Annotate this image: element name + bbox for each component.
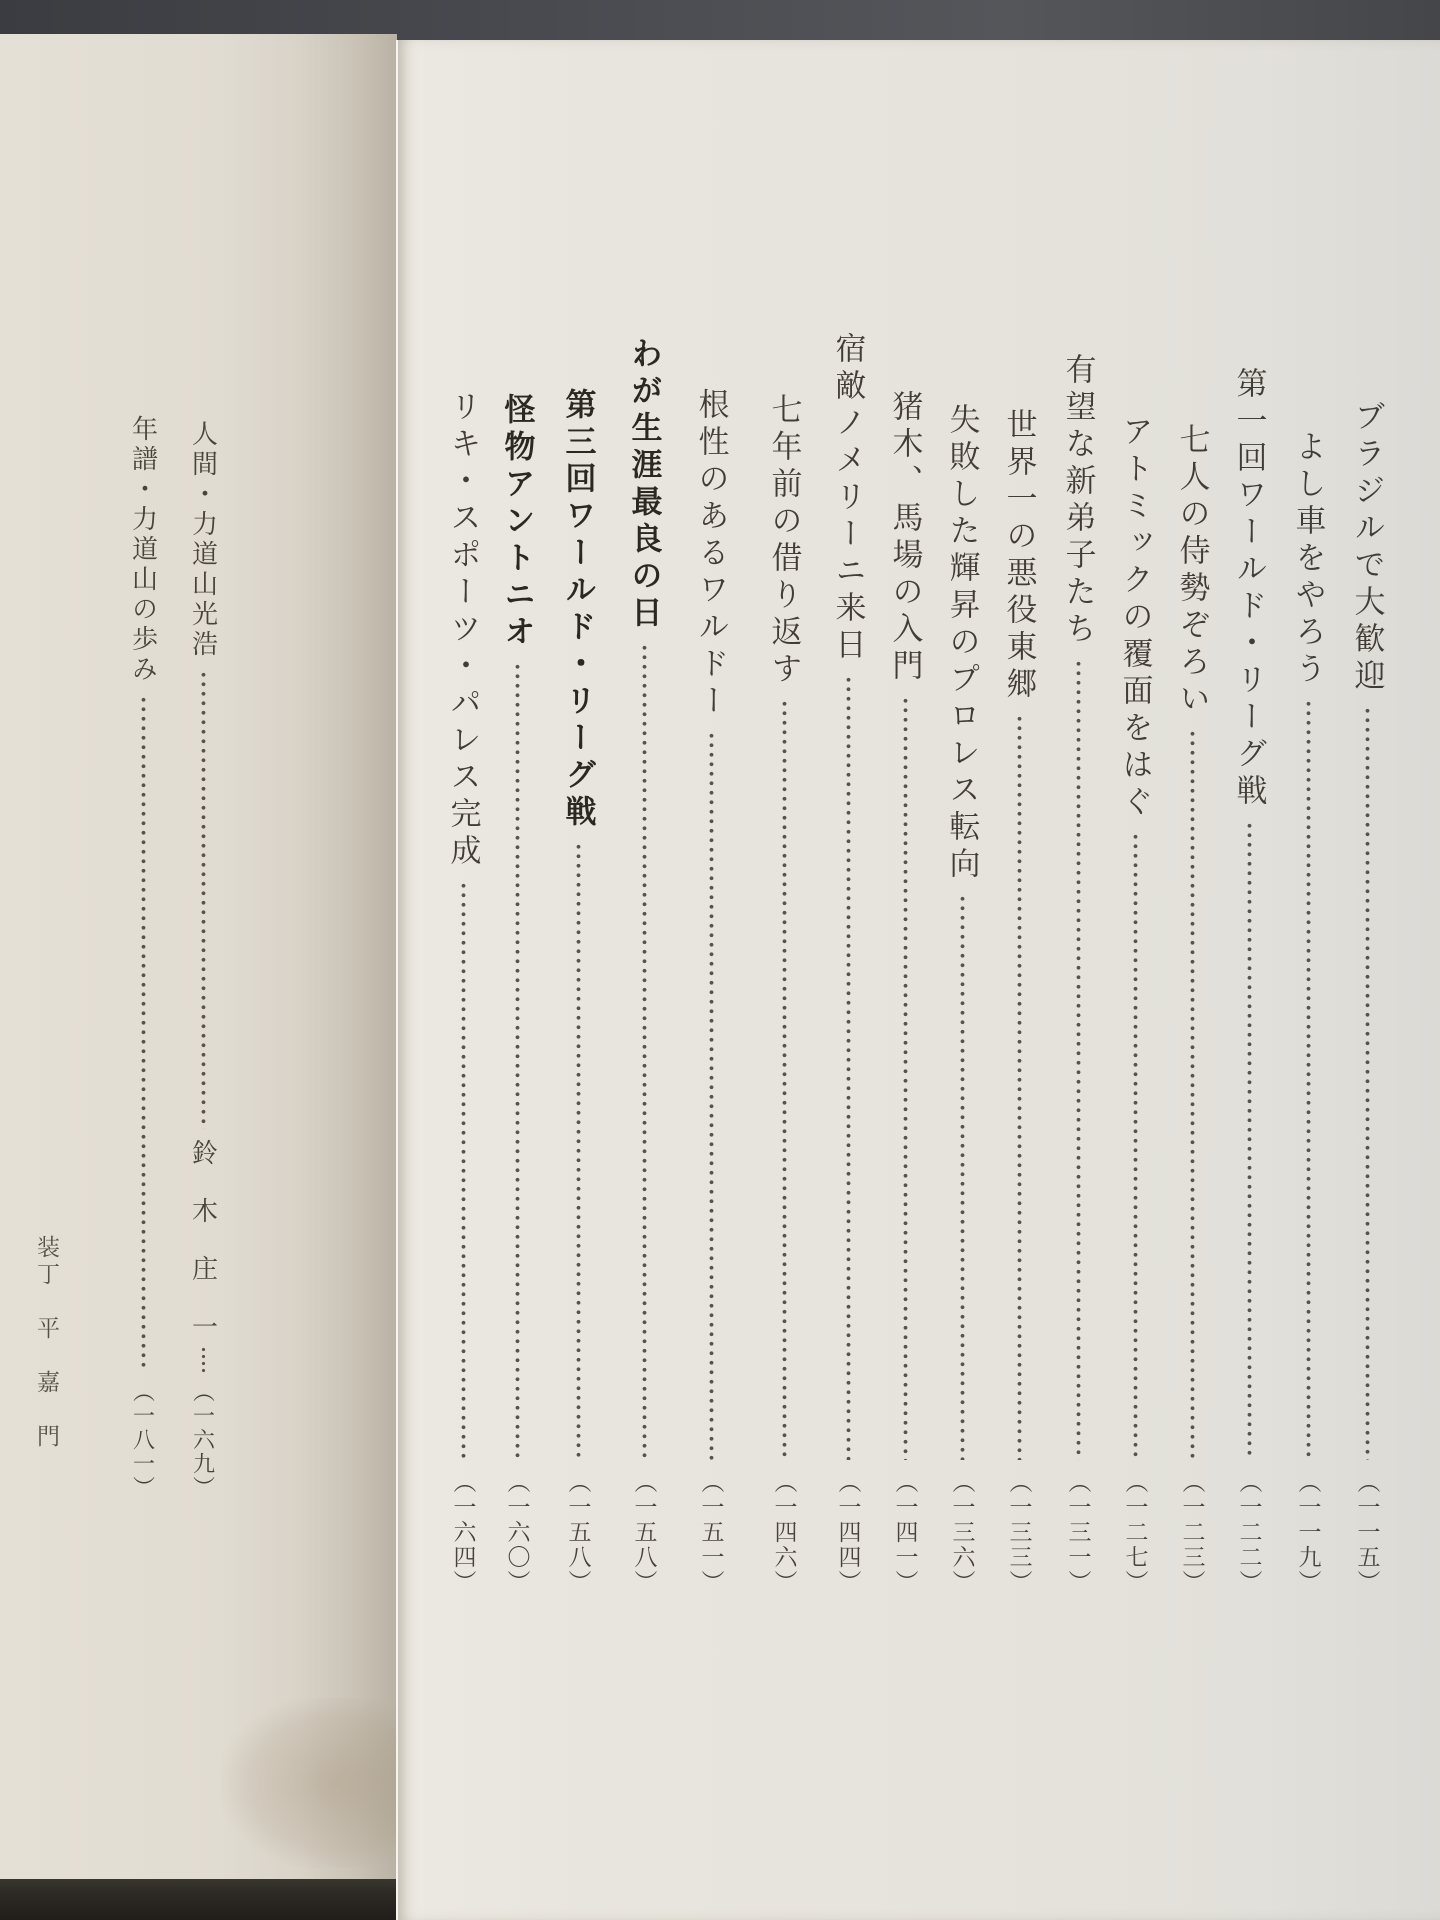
toc-entry [554, 388, 602, 1595]
dotted-leader [995, 714, 1043, 1460]
toc-entry-title: 人間・力道山光浩 [188, 420, 218, 660]
toc-entry-title: わが生涯最良の日 [626, 337, 662, 633]
page-number: （一四四） [835, 1470, 861, 1595]
toc-entry-title: 第三回ワールド・リーグ戦 [560, 388, 596, 832]
toc-entry [760, 393, 808, 1595]
toc-entry [493, 393, 541, 1595]
page-number: （一八一） [130, 1380, 156, 1500]
page-number: （一三一） [1065, 1470, 1091, 1595]
toc-entry-title: よし車をやろう [1290, 430, 1326, 689]
toc-entry [687, 388, 735, 1595]
toc-entry [119, 415, 167, 1500]
toc-entry [179, 420, 227, 1500]
dotted-leader [179, 670, 227, 1129]
toc-entry [1054, 353, 1102, 1595]
dotted-leader [493, 662, 541, 1460]
toc-entry [938, 403, 986, 1595]
toc-entry [1168, 423, 1216, 1595]
mini-dotted-leader [179, 1346, 227, 1376]
dotted-leader [1343, 706, 1391, 1460]
toc-entry [995, 408, 1043, 1595]
dotted-leader [439, 881, 487, 1460]
toc-entry-title: 年譜・力道山の歩み [128, 415, 158, 685]
toc-entry [1225, 367, 1273, 1595]
page-number: （一一五） [1354, 1470, 1380, 1595]
page-number: （一一九） [1295, 1470, 1321, 1595]
page-number: （一五八） [631, 1470, 657, 1595]
toc-entry-title: ブラジルで大歓迎 [1349, 400, 1385, 696]
toc-entry [1111, 415, 1159, 1595]
dotted-leader [1111, 832, 1159, 1460]
page-number: （一四一） [892, 1470, 918, 1595]
dotted-leader [1225, 821, 1273, 1460]
dotted-leader [119, 695, 167, 1370]
page-number: （一三六） [949, 1470, 975, 1595]
page-number: （一二二） [1236, 1470, 1262, 1595]
toc-entry-title: 七人の侍勢ぞろい [1174, 423, 1210, 719]
toc-entry [439, 390, 487, 1595]
page-number: （一二三） [1179, 1470, 1205, 1595]
page-number: （一五八） [565, 1470, 591, 1595]
dotted-leader [554, 842, 602, 1460]
toc-entry-title: 失敗した輝昇のプロレス転向 [944, 403, 980, 884]
toc-entry [1284, 430, 1332, 1595]
toc-entry-title: 根性のあるワルドー [693, 388, 729, 721]
dotted-leader [1168, 729, 1216, 1460]
toc-entry-title: 第一回ワールド・リーグ戦 [1231, 367, 1267, 811]
toc-entry-title: 七年前の借り返す [766, 393, 802, 689]
dotted-leader [1284, 699, 1332, 1460]
page-number: （一四六） [771, 1470, 797, 1595]
dotted-leader [824, 675, 872, 1460]
dotted-leader [620, 643, 668, 1460]
author-name: 鈴 木 庄 一 [188, 1139, 218, 1342]
toc-entry [620, 337, 668, 1595]
page-number: （一六四） [450, 1470, 476, 1595]
dotted-leader [1054, 659, 1102, 1460]
toc-entry-title: 宿敵ノメリーニ来日 [830, 332, 866, 665]
toc-entry [1343, 400, 1391, 1595]
toc-entry-title: アトミックの覆面をはぐ [1117, 415, 1153, 822]
colophon: 装丁 平 嘉 門 [34, 1235, 59, 1451]
dotted-leader [881, 696, 929, 1460]
toc-entry-title: 怪物アントニオ [499, 393, 535, 652]
page-number: （一三三） [1006, 1470, 1032, 1595]
page-number: （一五一） [698, 1470, 724, 1595]
toc-entry-title: 有望な新弟子たち [1060, 353, 1096, 649]
page-number: （一六〇） [504, 1470, 530, 1595]
dotted-leader [687, 731, 735, 1460]
page-number: （一六九） [190, 1380, 216, 1500]
dotted-leader [760, 699, 808, 1460]
page-number: （一二七） [1122, 1470, 1148, 1595]
toc-entry-title: 世界一の悪役東郷 [1001, 408, 1037, 704]
toc-entry [824, 332, 872, 1595]
toc-entry-title: リキ・スポーツ・パレス完成 [445, 390, 481, 871]
toc-entry [881, 390, 929, 1595]
dotted-leader [938, 894, 986, 1460]
toc-entry-title: 猪木、馬場の入門 [887, 390, 923, 686]
